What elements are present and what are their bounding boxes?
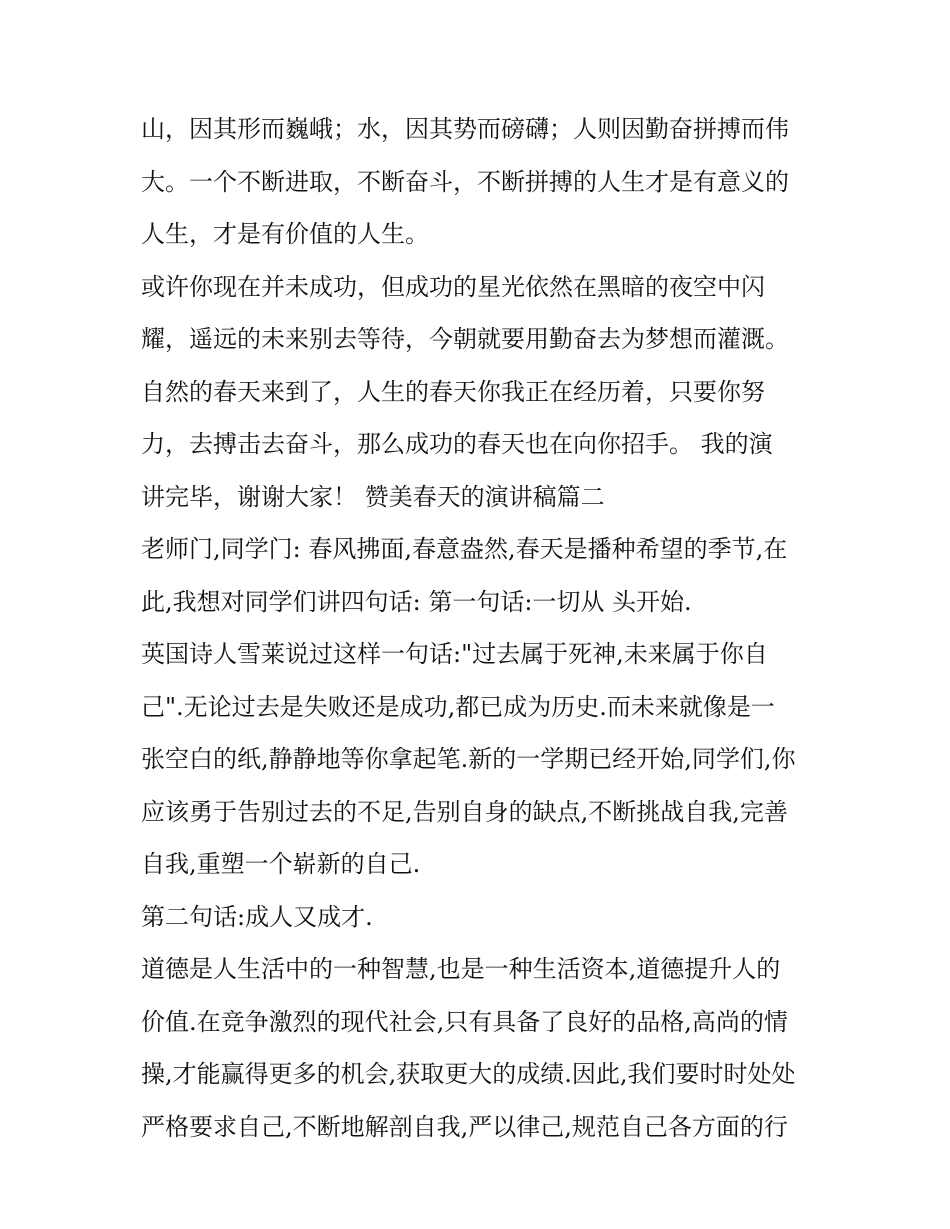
text-line-2: 大。一个不断进取，不断奋斗，不断拼搏的人生才是有意义的 xyxy=(141,167,789,196)
text-line-12: 己".无论过去是失败还是成功,都已成为历史.而未来就像是一 xyxy=(141,692,775,721)
text-line-16: 第二句话:成人又成才. xyxy=(141,902,373,931)
text-line-13: 张空白的纸,静静地等你拿起笔.新的一学期已经开始,同学们,你 xyxy=(141,745,796,773)
text-line-3: 人生，才是有价值的人生。 xyxy=(141,220,429,248)
text-line-6: 自然的春天来到了，人生的春天你我正在经历着，只要你努 xyxy=(141,377,765,406)
text-line-19: 操,才能赢得更多的机会,获取更大的成绩.因此,我们要时时处处 xyxy=(141,1060,796,1088)
text-line-5: 耀，遥远的未来别去等待，今朝就要用勤奋去为梦想而灌溉。 xyxy=(141,325,789,353)
text-line-7: 力，去搏击去奋斗，那么成功的春天也在向你招手。 我的演 xyxy=(141,430,773,458)
text-line-8: 讲完毕，谢谢大家！ 赞美春天的演讲稿篇二 xyxy=(141,482,605,511)
text-line-15: 自我,重塑一个崭新的自己. xyxy=(141,850,421,878)
text-line-1: 山，因其形而巍峨；水，因其势而磅礴；人则因勤奋拼搏而伟 xyxy=(141,115,789,143)
text-line-18: 价值.在竞争激烈的现代社会,只有具备了良好的品格,高尚的情 xyxy=(141,1007,788,1036)
text-line-4: 或许你现在并未成功，但成功的星光依然在黑暗的夜空中闪 xyxy=(141,272,765,301)
text-line-11: 英国诗人雪莱说过这样一句话:"过去属于死神,未来属于你自 xyxy=(141,640,768,668)
text-line-10: 此,我想对同学们讲四句话: 第一句话:一切从 头开始. xyxy=(141,587,692,616)
text-line-9: 老师门,同学门: 春风拂面,春意盎然,春天是播种希望的季节,在 xyxy=(141,535,788,563)
text-line-14: 应该勇于告别过去的不足,告别自身的缺点,不断挑战自我,完善 xyxy=(141,797,788,826)
text-line-17: 道德是人生活中的一种智慧,也是一种生活资本,道德提升人的 xyxy=(141,955,781,983)
text-line-20: 严格要求自己,不断地解剖自我,严以律己,规范自己各方面的行 xyxy=(141,1112,788,1141)
document-body xyxy=(141,103,821,1153)
